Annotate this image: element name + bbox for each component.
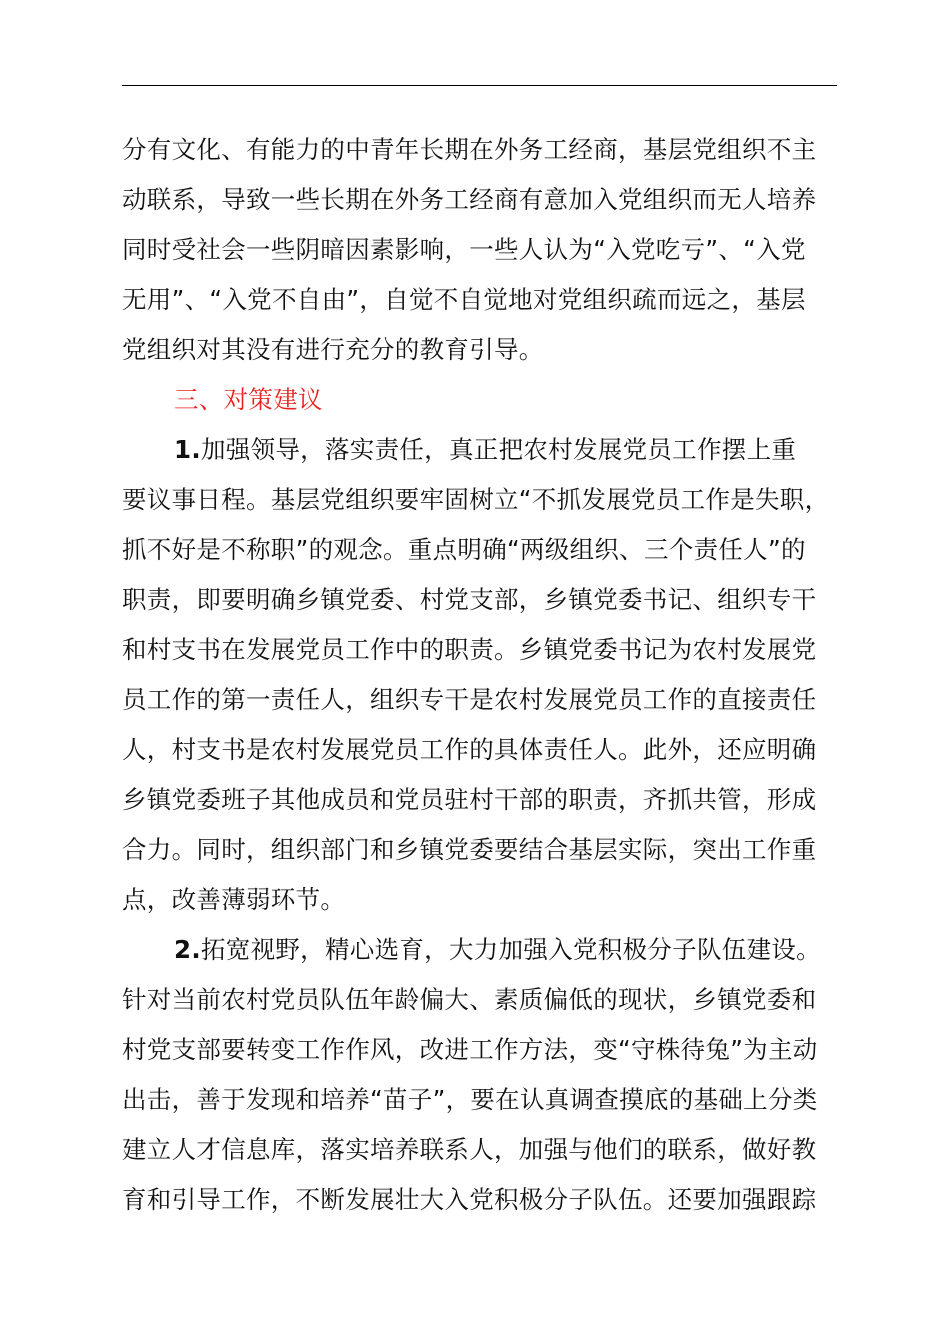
text-line — [122, 1025, 852, 1075]
header-rule — [122, 85, 837, 86]
text-line — [122, 225, 852, 275]
line-text: 和村支书在发展党员工作中的职责。乡镇党委书记为农村发展党 — [122, 635, 817, 664]
text-line — [122, 775, 852, 825]
line-text: 动联系，导致一些长期在外务工经商有意加入党组织而无人培养 — [122, 185, 817, 214]
text-line — [122, 575, 852, 625]
text-line — [122, 1175, 852, 1225]
text-line — [122, 125, 852, 175]
line-text: 分有文化、有能力的中青年长期在外务工经商，基层党组织不主 — [122, 135, 817, 164]
text-line — [122, 875, 852, 925]
line-text: 出击，善于发现和培养“苗子”，要在认真调查摸底的基础上分类 — [122, 1085, 818, 1114]
line-text: 针对当前农村党员队伍年龄偏大、素质偏低的现状，乡镇党委和 — [122, 985, 817, 1014]
document-body — [122, 125, 852, 1225]
text-line — [122, 325, 852, 375]
text-line — [122, 175, 852, 225]
item-number: 1. — [174, 435, 201, 464]
text-line — [122, 1075, 852, 1125]
item-number: 2. — [174, 935, 201, 964]
line-text: 合力。同时，组织部门和乡镇党委要结合基层实际，突出工作重 — [122, 835, 817, 864]
text-line — [122, 825, 852, 875]
line-text: 村党支部要转变工作作风，改进工作方法，变“守株待兔”为主动 — [122, 1035, 818, 1064]
text-line — [122, 925, 852, 975]
line-text: 育和引导工作，不断发展壮大入党积极分子队伍。还要加强跟踪 — [122, 1185, 817, 1214]
line-text: 同时受社会一些阴暗因素影响，一些人认为“入党吃亏”、“入党 — [122, 235, 806, 264]
text-line — [122, 1125, 852, 1175]
text-line — [122, 975, 852, 1025]
text-line — [122, 475, 852, 525]
line-text: 拓宽视野，精心选育，大力加强入党积极分子队伍建设。 — [200, 935, 821, 964]
line-text: 加强领导，落实责任，真正把农村发展党员工作摆上重 — [200, 435, 797, 464]
line-text: 建立人才信息库，落实培养联系人，加强与他们的联系，做好教 — [122, 1135, 817, 1164]
line-text: 党组织对其没有进行充分的教育引导。 — [122, 335, 544, 364]
text-line — [122, 675, 852, 725]
text-line — [122, 275, 852, 325]
line-text: 无用”、“入党不自由”，自觉不自觉地对党组织疏而远之，基层 — [122, 285, 806, 314]
line-text: 员工作的第一责任人，组织专干是农村发展党员工作的直接责任 — [122, 685, 817, 714]
line-text: 职责，即要明确乡镇党委、村党支部，乡镇党委书记、组织专干 — [122, 585, 817, 614]
line-text: 点，改善薄弱环节。 — [122, 885, 346, 914]
section-heading — [122, 375, 852, 425]
text-line — [122, 725, 852, 775]
line-text: 乡镇党委班子其他成员和党员驻村干部的职责，齐抓共管，形成 — [122, 785, 817, 814]
text-line — [122, 625, 852, 675]
line-text: 人，村支书是农村发展党员工作的具体责任人。此外，还应明确 — [122, 735, 817, 764]
line-text: 抓不好是不称职”的观念。重点明确“两级组织、三个责任人”的 — [122, 535, 806, 564]
text-line — [122, 425, 852, 475]
line-text: 三、对策建议 — [174, 385, 323, 414]
line-text: 要议事日程。基层党组织要牢固树立“不抓发展党员工作是失职， — [122, 485, 830, 514]
text-line — [122, 525, 852, 575]
